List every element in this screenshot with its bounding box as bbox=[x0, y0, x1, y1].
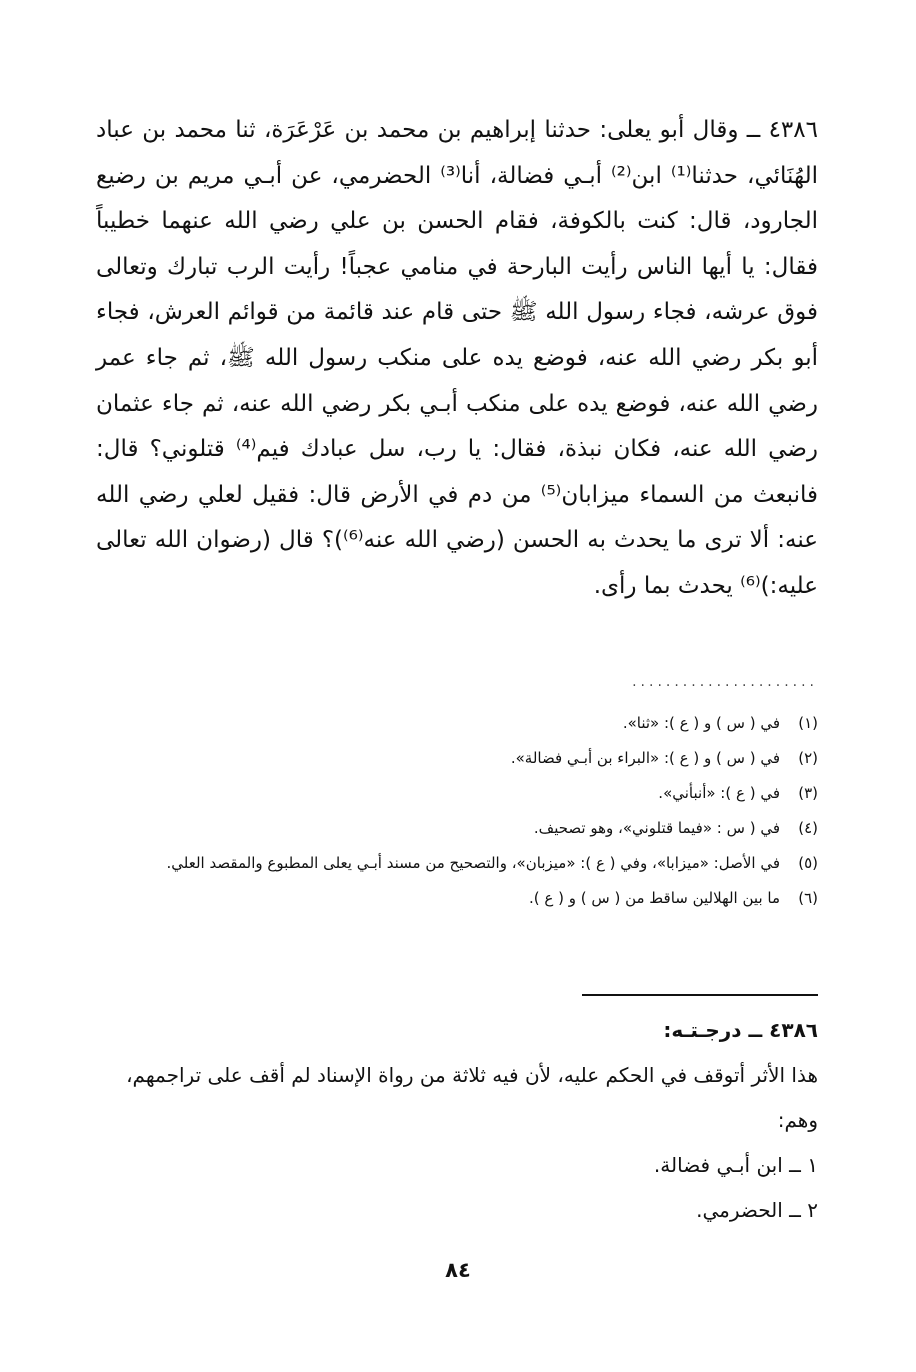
page-number: ٨٤ bbox=[445, 1258, 471, 1282]
footnote-text: في ( س ) و ( ع ): «البراء بن أبـي فضالة». bbox=[510, 749, 780, 767]
footnote-number: (٦) bbox=[798, 889, 818, 907]
footnote-6 bbox=[96, 881, 818, 916]
footnotes-list bbox=[96, 706, 818, 916]
footnote-number: (٣) bbox=[798, 784, 818, 802]
footnote-1 bbox=[96, 706, 818, 741]
list-item: ٢ ــ الحضرمي. bbox=[696, 1198, 818, 1222]
footnote-5 bbox=[96, 846, 818, 881]
footnote-text: في ( ع ): «أنبأني». bbox=[658, 784, 780, 802]
list-item: ١ ــ ابن أبـي فضالة. bbox=[653, 1153, 818, 1177]
footnote-2 bbox=[96, 741, 818, 776]
footnote-text: في ( س : «فيما قتلوني»، وهو تصحيف. bbox=[533, 819, 780, 837]
footnotes-separator: ...................... bbox=[632, 674, 818, 690]
footnote-number: (٥) bbox=[798, 854, 818, 872]
grade-body: هذا الأثر أتوقف في الحكم عليه، لأن فيه ثلاثة من رواة الإسناد لم أقف على تراجمهم، وهم: bbox=[126, 1063, 818, 1132]
footnote-text: ما بين الهلالين ساقط من ( س ) و ( ع ). bbox=[529, 889, 780, 907]
footnote-number: (٢) bbox=[798, 749, 818, 767]
footnote-4 bbox=[96, 811, 818, 846]
footnote-3 bbox=[96, 776, 818, 811]
footnote-text: في ( س ) و ( ع ): «ثنا». bbox=[622, 714, 780, 732]
section-divider bbox=[582, 994, 818, 996]
hadith-text-block bbox=[96, 108, 818, 610]
hadith-4386-text: ٤٣٨٦ ــ وقال أبو يعلى: حدثنا إبراهيم بن محمد بن عَرْعَرَة، ثنا محمد بن عباد الهُنَائي، حدثنا⁽¹⁾ ابن⁽²⁾ أبـي فضالة، أنا⁽³⁾ الحضرمي، عن أبـي مريم بن رضيع الجارود، قال: كنت بالكوفة، فقام الحسن بن علي رضي الله عنهما خطيباً فقال: يا أيها الناس رأيت البارحة في منامي عجباً! رأيت الرب تبارك وتعالى فوق عرشه، فجاء رسول الله ﷺ حتى قام عند قائمة من قوائم العرش، فجاء أبو بكر رضي الله عنه، فوضع يده على منكب رسول الله ﷺ، ثم جاء عمر رضي الله عنه، فوضع يده على منكب أبـي بكر رضي الله عنه، ثم جاء عثمان رضي الله عنه، فكان نبذة، فقال: يا رب، سل عبادك فيم⁽⁴⁾ قتلوني؟ قال: فانبعث من السماء ميزابان⁽⁵⁾ من دم في الأرض قال: فقيل لعلي رضي الله عنه: ألا ترى ما يحدث به الحسن (رضي الله عنه⁽⁶⁾)؟ قال (رضوان الله تعالى عليه:)⁽⁶⁾ يحدث بما رأى. bbox=[96, 117, 818, 599]
footnote-number: (٤) bbox=[798, 819, 818, 837]
grade-heading: ٤٣٨٦ ــ درجـتـه: bbox=[663, 1018, 818, 1042]
footnote-text: في الأصل: «ميزابا»، وفي ( ع ): «ميزبان»، والتصحيح من مسند أبـي يعلى المطبوع والمقصد العلي. bbox=[166, 854, 780, 872]
unknown-narrators-list bbox=[96, 1143, 818, 1233]
footnote-number: (١) bbox=[798, 714, 818, 732]
grade-section bbox=[96, 1008, 818, 1233]
